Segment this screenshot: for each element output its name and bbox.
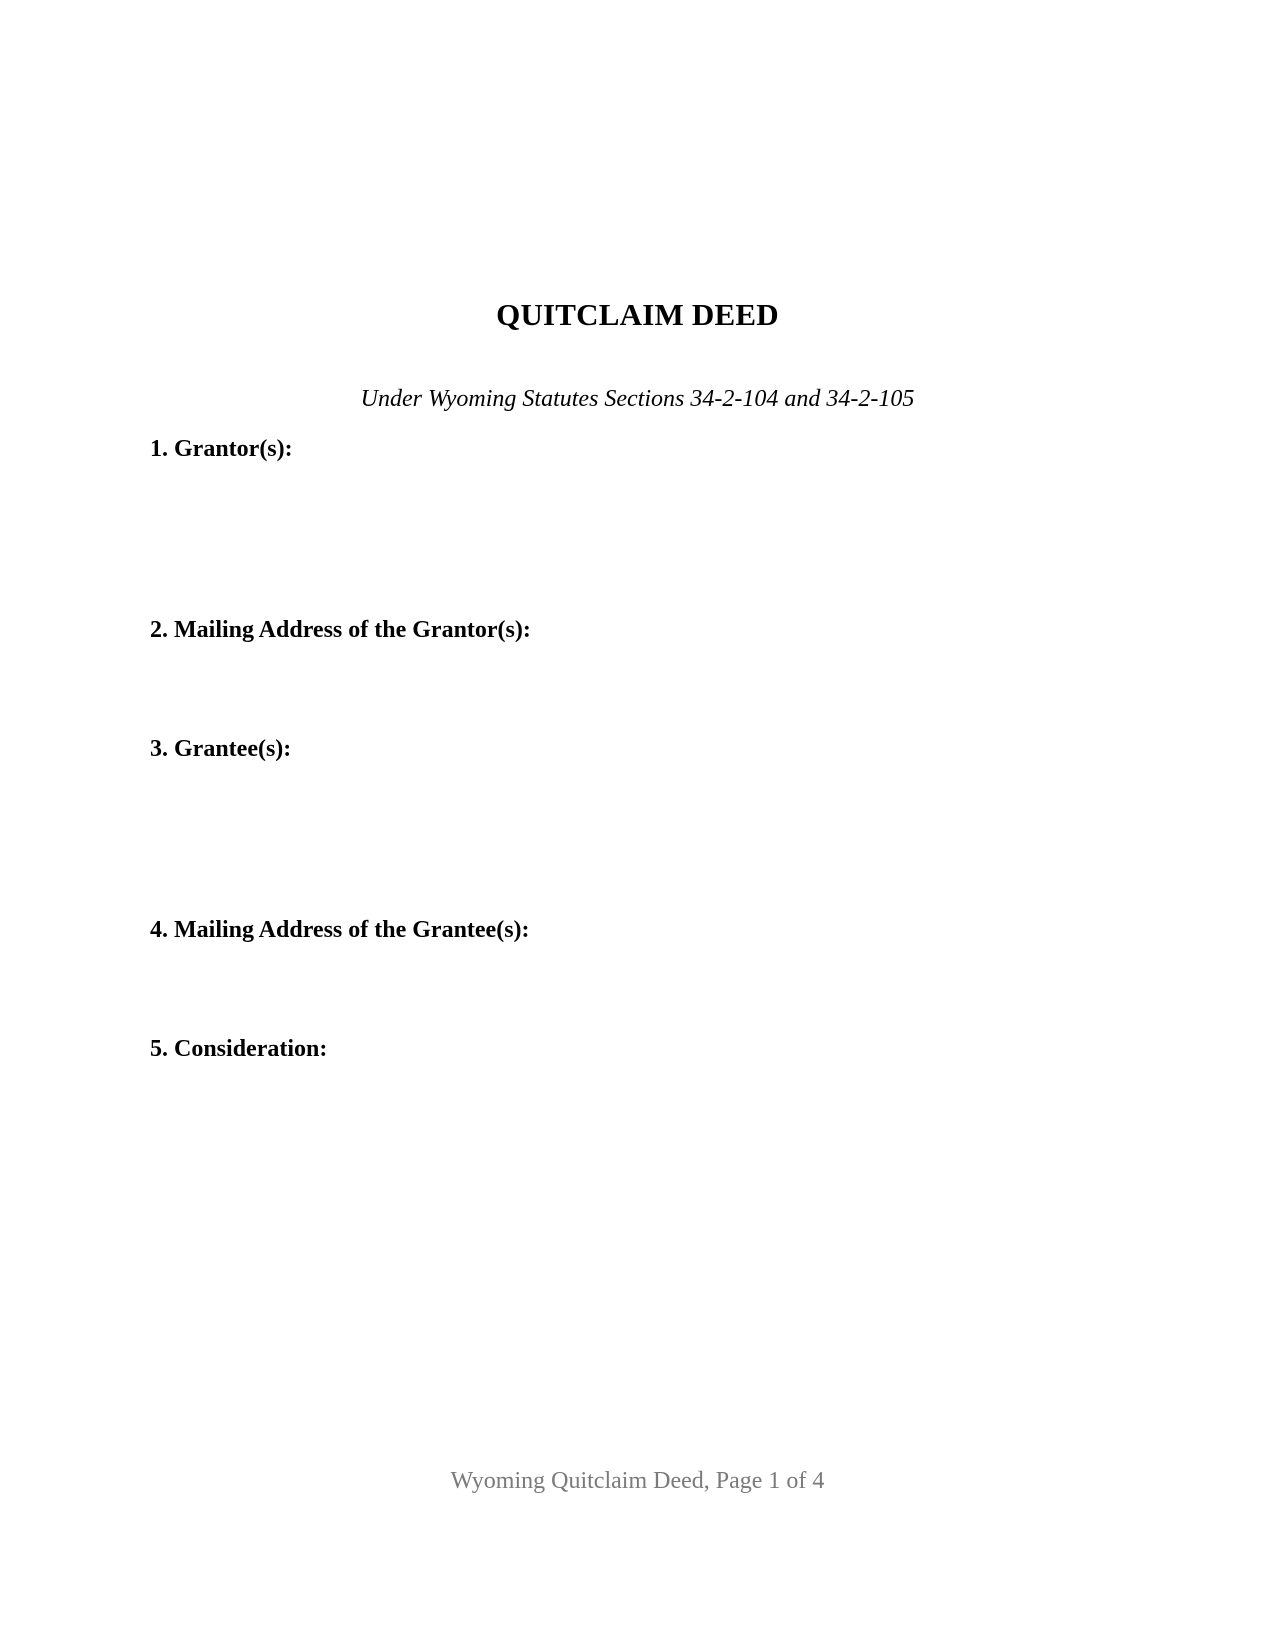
page-footer: Wyoming Quitclaim Deed, Page 1 of 4 [450,1468,825,1494]
section-heading-consideration: 5. Consideration: [150,1036,328,1062]
document-subtitle: Under Wyoming Statutes Sections 34-2-104 and 34-2-105 [360,386,915,412]
section-heading-grantees: 3. Grantee(s): [150,736,292,762]
section-heading-grantee-mailing-address: 4. Mailing Address of the Grantee(s): [150,917,530,943]
section-heading-grantor-mailing-address: 2. Mailing Address of the Grantor(s): [150,617,531,643]
document-title: QUITCLAIM DEED [496,297,779,332]
section-heading-grantors: 1. Grantor(s): [150,436,293,462]
